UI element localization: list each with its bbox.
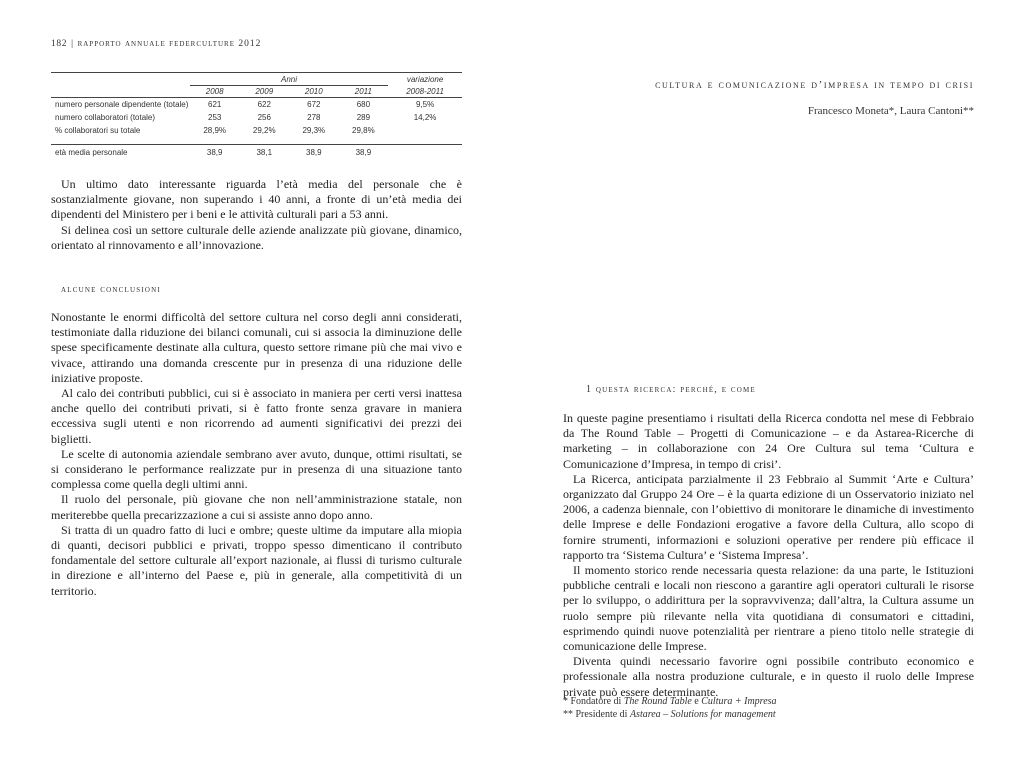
row-label: età media personale <box>55 147 128 157</box>
footnote-text: Fondatore di <box>570 696 622 707</box>
chapter-authors: Francesco Moneta*, Laura Cantoni** <box>807 105 974 117</box>
row-label: % collaboratori su totale <box>55 126 141 135</box>
table-cell: 38,9 <box>306 147 322 157</box>
chapter-title: cultura e comunicazione d’impresa in tempo di crisi <box>655 79 974 91</box>
paragraph: Al calo dei contributi pubblici, cui si è associato in maniera per certi versi inattesa anche quello dei contributi privati, si è fatto fronte senza gravare in maniera eccessiva sugli utenti e non ricorrendo ad aumenti significativi dei prezzi dei biglietti. <box>51 386 462 446</box>
research-text <box>563 411 974 700</box>
row-label: numero collaboratori (totale) <box>55 113 156 122</box>
table-cell: 621 <box>208 100 222 109</box>
footnote-italic: The Round Table <box>623 696 692 707</box>
footnote-marker: * <box>563 696 568 707</box>
table-variation-header-2: 2008-2011 <box>388 86 462 98</box>
table-row <box>51 145 462 160</box>
table-year-header: 2010 <box>289 86 339 98</box>
table-cell: 29,2% <box>252 126 276 135</box>
table-cell: 38,9 <box>206 147 223 157</box>
table-cell: 38,1 <box>256 147 273 157</box>
footnotes <box>563 695 974 721</box>
table-cell: 672 <box>307 100 321 109</box>
table-variation-cell <box>388 145 462 160</box>
footnote-marker: ** <box>563 709 573 720</box>
table-cell: 38,9 <box>355 147 372 157</box>
running-head-title: rapporto annuale federculture 2012 <box>77 39 262 49</box>
table-year-header: 2008 <box>190 86 240 98</box>
table-cell: 253 <box>208 113 222 122</box>
footnote-text: e <box>694 696 699 707</box>
paragraph: Il momento storico rende necessaria questa relazione: da una parte, le Istituzioni pubbliche centrali e locali non riescono a garantire agli operatori culturali le risorse per lo sviluppo, o addirittura per la sopravvivenza; dall’altra, la Cultura assume un ruolo sempre più rilevante nella vita quotidiana di consumatori e cittadini, esprimendo quindi nuove potenzialità per rientrare a pieno titolo nelle strategie di comunicazione delle Imprese. <box>563 563 974 654</box>
paragraph: Diventa quindi necessario favorire ogni possibile contributo economico e professionale alla nostra produzione culturale, e in questo il ruolo delle Imprese private può essere determinante. <box>563 654 974 699</box>
table-cell: 28,9% <box>203 126 227 135</box>
table-cell: 278 <box>307 113 321 122</box>
footnote <box>563 708 974 721</box>
table-year-header: 2009 <box>239 86 289 98</box>
page-number: 182 <box>51 39 68 49</box>
table-variation-cell: 9,5% <box>415 100 435 109</box>
paragraph: In queste pagine presentiamo i risultati della Ricerca condotta nel mese di Febbraio da The Round Table – Progetti di Comunicazione – e da Astarea-Ricerche di marketing – in collaborazione con 24 Ore Cultura sul tema ‘Cultura e Comunicazione d’Impresa, in tempo di crisi’. <box>563 411 974 471</box>
table-row <box>51 111 462 124</box>
table-cell: 680 <box>356 100 371 109</box>
paragraph: Le scelte di autonomia aziendale sembrano aver avuto, dunque, ottimi risultati, se si considerano le performance realizzate pur in presenza di una situazione tanto complessa come quella degli ultimi anni. <box>51 446 462 492</box>
running-head-separator: | <box>71 39 74 49</box>
footnote <box>563 695 974 708</box>
table-cell: 622 <box>257 100 271 109</box>
table-group-header: Anni <box>190 73 388 86</box>
footnote-italic: Cultura + Impresa <box>701 696 777 707</box>
table-variation-cell: 14,2% <box>413 113 437 122</box>
table-year-header: 2011 <box>339 86 389 98</box>
table-row <box>51 98 462 112</box>
table-cell: 29,3% <box>302 126 326 135</box>
footnote-text: Presidente di <box>575 709 628 720</box>
staff-table <box>51 72 462 159</box>
paragraph: Si tratta di un quadro fatto di luci e ombre; queste ultime da imputare alla miopia di quanti, decisori pubblici e privati, troppo spesso dimenticano il contributo fondamentale del settore culturale all’export nazionale, ai flussi di turismo culturale in direzione e all’interno del Paese e, più in generale, alla competitività di un territorio. <box>51 522 462 598</box>
running-head <box>51 39 261 49</box>
right-page <box>512 0 1024 768</box>
section-heading-conclusions: alcune conclusioni <box>61 284 161 295</box>
conclusions-text <box>51 310 462 599</box>
table-variation-cell <box>388 124 462 137</box>
intro-text <box>51 177 462 253</box>
row-label: numero personale dipendente (totale) <box>55 100 189 109</box>
table-row <box>51 124 462 137</box>
table-cell: 256 <box>257 113 271 122</box>
table-cell: 289 <box>356 113 371 122</box>
table-variation-header-1: variazione <box>406 74 444 84</box>
table-cell: 29,8% <box>352 126 375 135</box>
footnote-italic: Astarea – Solutions for management <box>629 709 776 720</box>
paragraph: Nonostante le enormi difficoltà del settore cultura nel corso degli anni considerati, testimoniate dalla riduzione dei bilanci comunali, cui si associa la diminuzione delle spese specificamente destinate alla cultura, questo settore rimane più che mai vivo e vivace, attirando una domanda crescente pur in presenza di una riduzione delle iniziative proposte. <box>51 310 462 385</box>
paragraph: Il ruolo del personale, più giovane che non nell’amministrazione statale, non meriterebbe quella precarizzazione a cui si assiste anno dopo anno. <box>51 492 462 522</box>
paragraph: Un ultimo dato interessante riguarda l’età media del personale che è sostanzialmente giovane, non superando i 40 anni, a fronte di un’età media dei dipendenti del Ministero per i beni e le attività culturali pari a 53 anni. <box>51 177 462 222</box>
paragraph: Si delinea così un settore culturale delle aziende analizzate più giovane, dinamico, orientato al rinnovamento e all’innovazione. <box>51 222 462 252</box>
section-heading-research: 1 questa ricerca: perché, e come <box>586 384 756 395</box>
paragraph: La Ricerca, anticipata parzialmente il 23 Febbraio al Summit ‘Arte e Cultura’ organizzato dal Gruppo 24 Ore – è la quarta edizione di un Osservatorio iniziato nel 2006, a cadenza biennale, con l’obiettivo di monitorare le dinamiche di investimento delle Imprese e delle Fondazioni erogative a favore della Cultura, allo scopo di fornire strumenti, informazioni e soluzioni operative per rendere più efficace il rapporto tra ‘Sistema Cultura’ e ‘Sistema Impresa’. <box>563 471 974 562</box>
